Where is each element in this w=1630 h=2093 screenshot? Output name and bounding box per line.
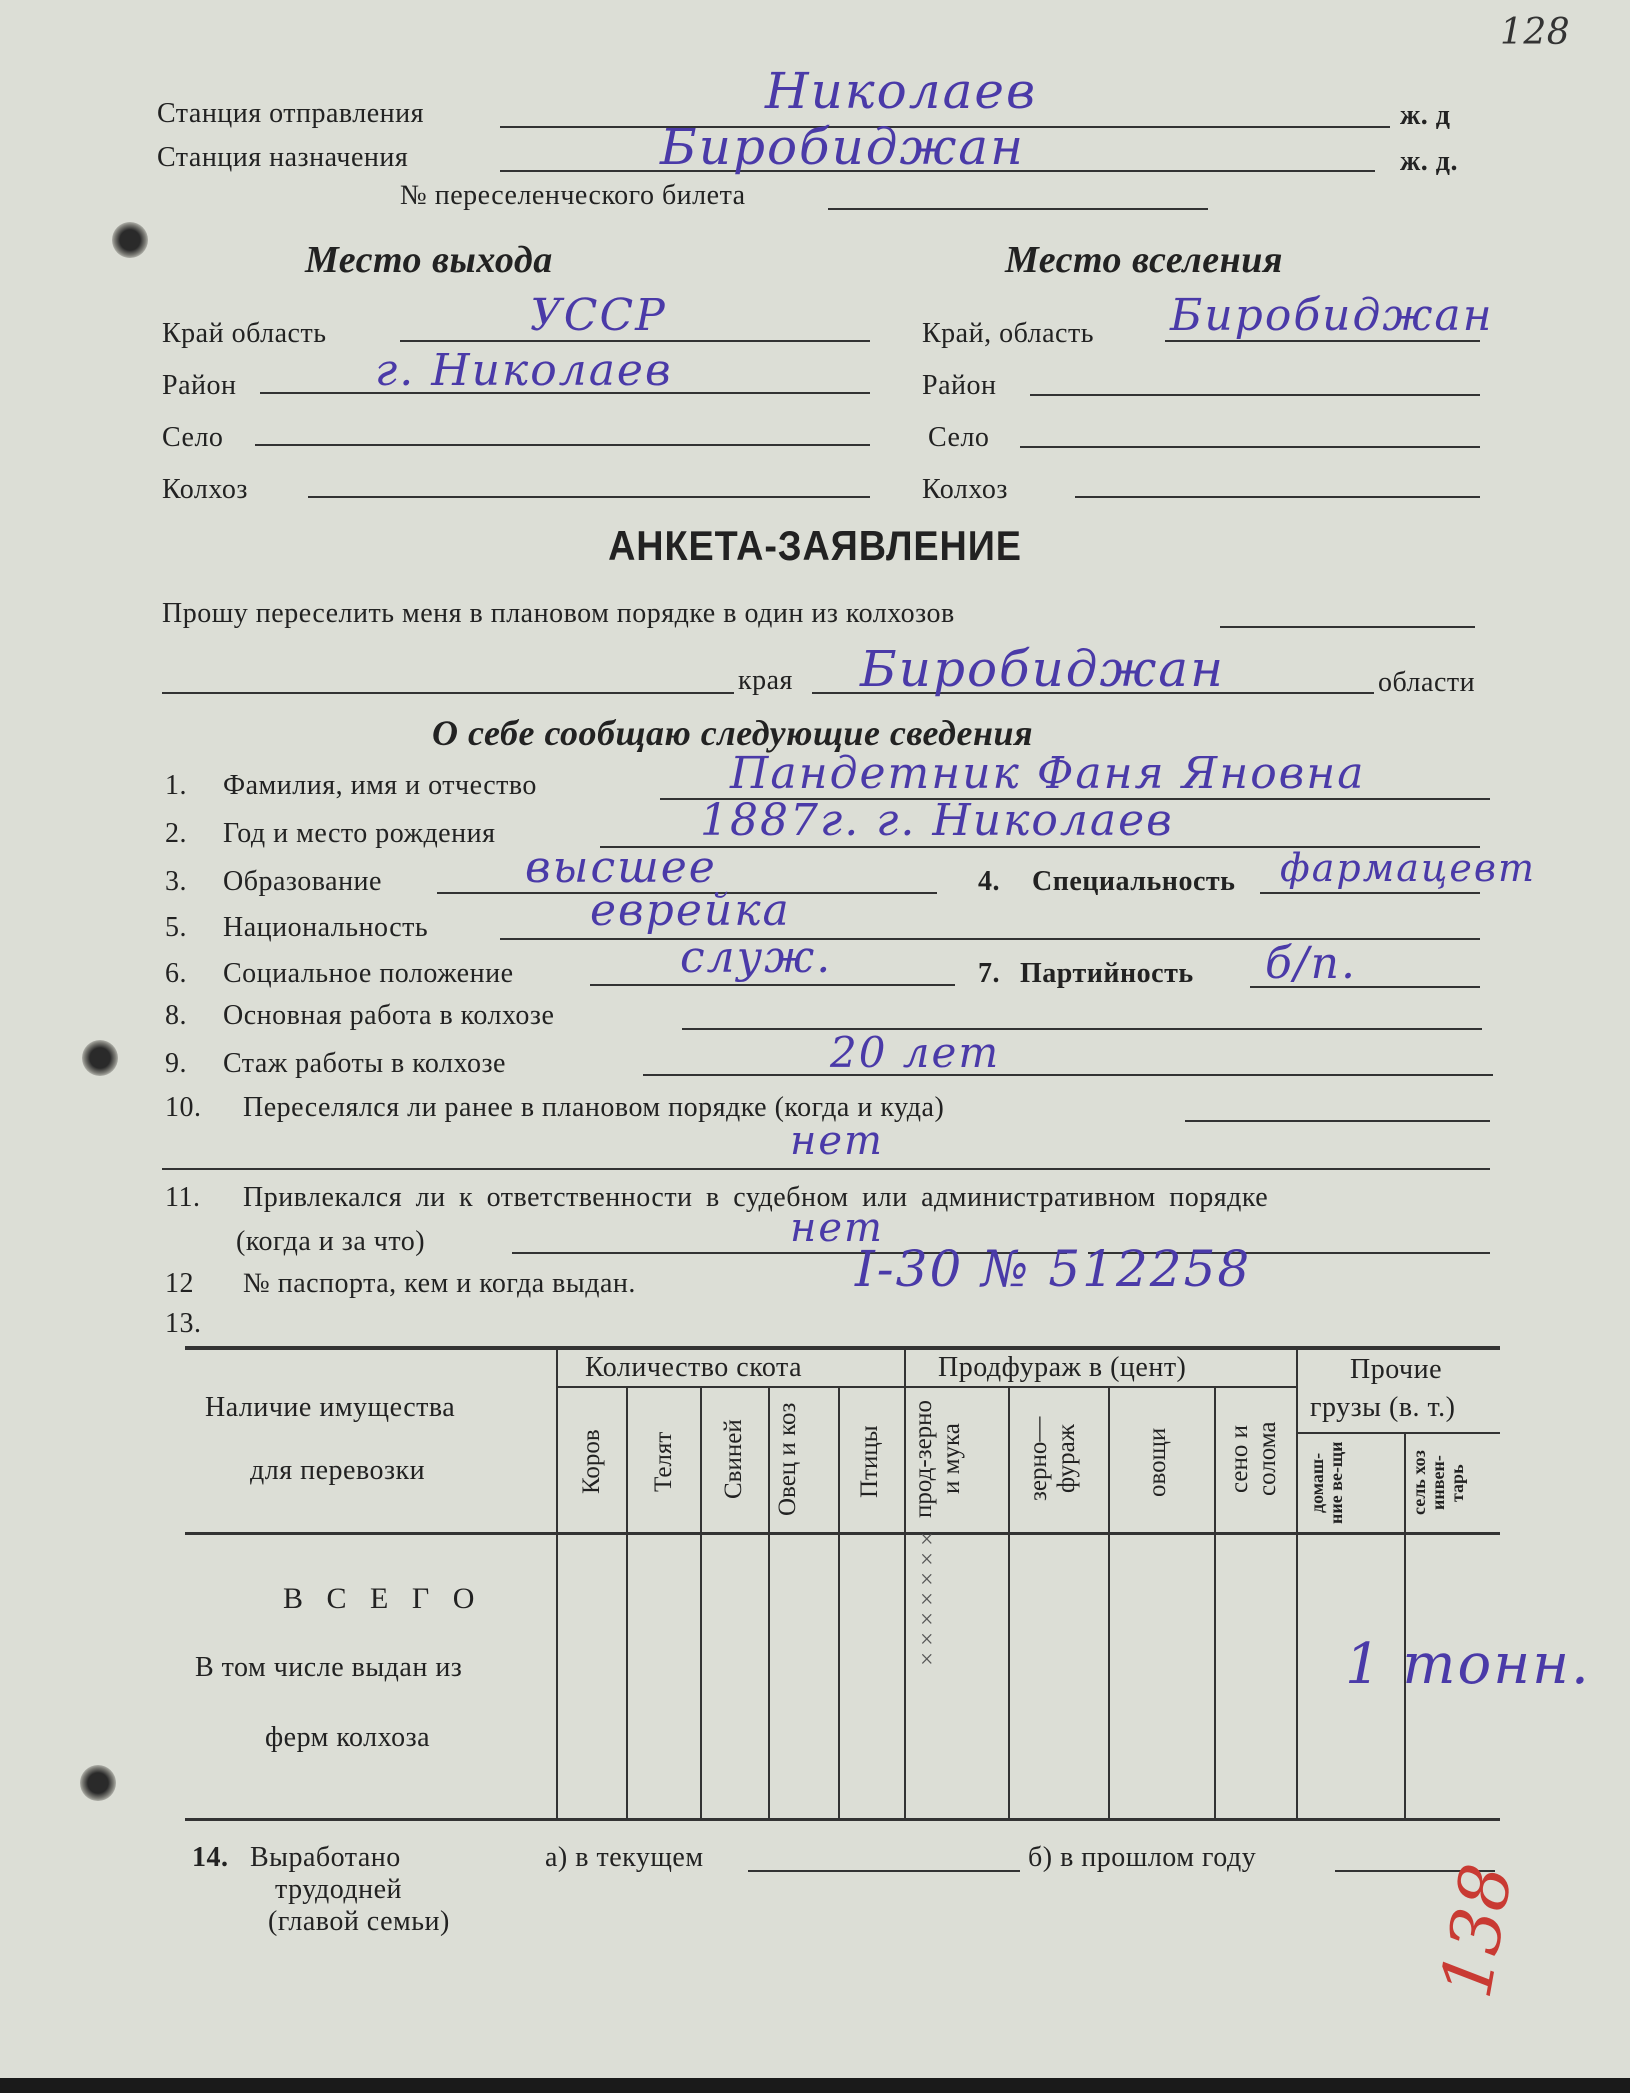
destination-kolkhoz-label: Колхоз: [922, 474, 1008, 505]
field-value: б/п.: [1265, 938, 1358, 989]
row-header-line2: для перевозки: [250, 1455, 426, 1486]
field-label: Социальное положение: [223, 958, 514, 989]
column-header: Овец и коз: [774, 1402, 801, 1516]
field-label: Год и место рождения: [223, 818, 496, 849]
field-value: фармацевт: [1280, 846, 1537, 890]
total-sub-line2: ферм колхоза: [265, 1722, 431, 1753]
group-fodder-line: [904, 1386, 1296, 1388]
destination-kolkhoz-line: [1075, 496, 1480, 498]
column-header: сено и солома: [1226, 1421, 1281, 1497]
field-line: [682, 1028, 1482, 1030]
row-header-line1: Наличие имущества: [205, 1392, 456, 1423]
punch-hole: [80, 1765, 116, 1801]
field-number: 7.: [978, 958, 1000, 989]
field-value: служ.: [680, 932, 833, 983]
column-header: Телят: [650, 1431, 677, 1493]
departure-suffix: ж. д: [1400, 100, 1451, 131]
krai-label: края: [738, 665, 793, 696]
field-label: Стаж работы в колхозе: [223, 1048, 506, 1079]
table-divider: [904, 1350, 906, 1818]
origin-district-value: г. Николаев: [375, 345, 673, 396]
field-line: [1260, 892, 1480, 894]
destination-village-label: Село: [928, 422, 990, 453]
column-header: Свиней: [720, 1419, 747, 1499]
field-label: Переселялся ли ранее в плановом порядке (когда и куда): [243, 1092, 945, 1123]
field-label: Фамилия, имя и отчество: [223, 770, 537, 801]
field-value: 1887г. г. Николаев: [700, 795, 1174, 846]
field-number: 11.: [165, 1182, 201, 1213]
destination-district-line: [1030, 394, 1480, 396]
punch-hole: [112, 222, 148, 258]
group-fodder: Продфураж в (цент): [938, 1352, 1187, 1383]
page-number: 128: [1500, 12, 1571, 53]
group-other-line: [1296, 1432, 1500, 1434]
field-number: 4.: [978, 866, 1000, 897]
origin-village-label: Село: [162, 422, 224, 453]
departure-station-label: Станция отправления: [157, 98, 425, 129]
destination-heading: Место вселения: [1005, 239, 1283, 281]
destination-region-label: Край, область: [922, 318, 1094, 349]
group-livestock-line: [556, 1386, 904, 1388]
column-divider: [838, 1386, 840, 1818]
origin-kolkhoz-line: [308, 496, 870, 498]
field-value: нет: [790, 1118, 884, 1164]
workdays-current-line: [748, 1870, 1020, 1872]
field-label: Привлекался ли к ответственности в судебном или административном порядке: [243, 1182, 1269, 1213]
field-label-continued: (когда и за что): [236, 1226, 426, 1257]
table-top-line: [185, 1346, 1500, 1350]
column-divider: [1008, 1386, 1010, 1818]
group-other-line2: грузы (в. т.): [1310, 1392, 1456, 1423]
destination-suffix: ж. д.: [1400, 146, 1458, 177]
workdays-label-line1: Выработано: [250, 1842, 401, 1873]
cargo-value: 1 тонн.: [1345, 1632, 1591, 1697]
form-title: АНКЕТА-ЗАЯВЛЕНИЕ: [608, 522, 1022, 569]
workdays-current-label: а) в текущем: [545, 1842, 704, 1873]
column-header: Коров: [578, 1429, 605, 1495]
field-label: Основная работа в колхозе: [223, 1000, 555, 1031]
field-number: 1.: [165, 770, 187, 801]
group-other-line1: Прочие: [1350, 1354, 1442, 1385]
field-value: I-30 № 512258: [855, 1240, 1252, 1298]
destination-station-label: Станция назначения: [157, 142, 409, 173]
field-number: 10.: [165, 1092, 202, 1123]
field-number: 13.: [165, 1308, 202, 1339]
destination-station-value: Биробиджан: [660, 118, 1026, 176]
column-header: зерно— фураж: [1025, 1416, 1080, 1502]
column-header: домаш-ние ве-щи: [1307, 1441, 1346, 1525]
punch-hole: [82, 1040, 118, 1076]
request-text: Прошу переселить меня в плановом порядке в один из колхозов: [162, 598, 955, 629]
group-livestock: Количество скота: [585, 1352, 803, 1383]
field-label: Специальность: [1032, 866, 1236, 897]
field-number: 3.: [165, 866, 187, 897]
origin-kolkhoz-label: Колхоз: [162, 474, 248, 505]
column-header: сель хоз инвен-тарь: [1409, 1450, 1467, 1516]
total-sub-line1: В том числе выдан из: [195, 1652, 463, 1683]
field-number: 12: [165, 1268, 194, 1299]
workdays-previous-label: б) в прошлом году: [1028, 1842, 1257, 1873]
field-line: [162, 1168, 1490, 1170]
total-label: В С Е Г О: [283, 1582, 483, 1615]
column-divider: [626, 1386, 628, 1818]
table-header-line: [185, 1532, 1500, 1535]
origin-district-label: Район: [162, 370, 237, 401]
table-divider: [1296, 1350, 1298, 1818]
field-label: Образование: [223, 866, 382, 897]
ticket-line: [828, 208, 1208, 210]
field-number: 9.: [165, 1048, 187, 1079]
field-number: 6.: [165, 958, 187, 989]
column-divider: [1404, 1432, 1406, 1818]
oblast-value: Биробиджан: [860, 640, 1226, 698]
field-number: 5.: [165, 912, 187, 943]
origin-heading: Место выхода: [305, 239, 553, 281]
workdays-number: 14.: [192, 1842, 229, 1873]
field-value: 20 лет: [830, 1028, 1001, 1077]
krai-line: [162, 692, 734, 694]
destination-region-value: Биробиджан: [1170, 290, 1494, 341]
workdays-label-line3: (главой семьи): [268, 1906, 450, 1937]
column-divider: [1214, 1386, 1216, 1818]
field-line: [643, 1074, 1493, 1076]
field-number: 2.: [165, 818, 187, 849]
table-bottom-line: [185, 1818, 1500, 1821]
field-label: Национальность: [223, 912, 429, 943]
column-divider: [768, 1386, 770, 1818]
field-number: 8.: [165, 1000, 187, 1031]
ticket-label: № переселенческого билета: [400, 180, 746, 211]
destination-district-label: Район: [922, 370, 997, 401]
origin-region-value: УССР: [530, 290, 667, 341]
departure-station-value: Николаев: [765, 62, 1038, 120]
info-heading: О себе сообщаю следующие сведения: [432, 713, 1034, 753]
field-label: Партийность: [1020, 958, 1194, 989]
column-divider: [700, 1386, 702, 1818]
origin-region-label: Край область: [162, 318, 327, 349]
field-value: еврейка: [590, 885, 791, 936]
destination-village-line: [1020, 446, 1480, 448]
archive-stamp: 138: [1424, 1858, 1529, 2004]
field-value: Пандетник Фаня Яновна: [730, 748, 1366, 799]
workdays-label-line2: трудодней: [275, 1874, 403, 1905]
request-line: [1220, 626, 1475, 628]
column-header: Птицы: [856, 1425, 883, 1499]
column-divider: [1108, 1386, 1110, 1818]
field-line: [590, 984, 955, 986]
oblast-label: области: [1378, 667, 1476, 698]
field-line: [1185, 1120, 1490, 1122]
dash-marks: × × × × × × ×: [920, 1527, 934, 1673]
column-header: прод-зерно и мука: [910, 1399, 965, 1519]
origin-village-line: [255, 444, 870, 446]
field-value: нет: [790, 1205, 884, 1251]
column-header: овощи: [1144, 1427, 1171, 1497]
table-divider: [556, 1350, 558, 1818]
field-label: № паспорта, кем и когда выдан.: [243, 1268, 636, 1299]
field-value: высшее: [525, 842, 717, 893]
